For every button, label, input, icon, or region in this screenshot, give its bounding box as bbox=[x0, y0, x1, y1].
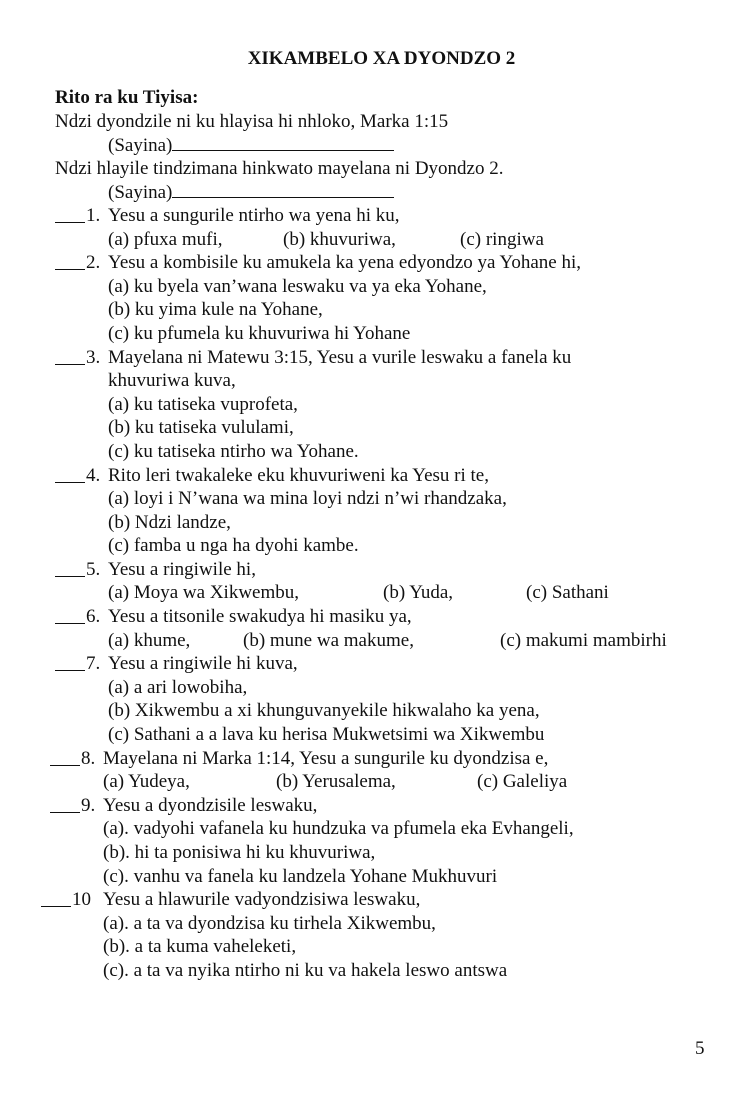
option-c: (c). a ta va nyika ntirho ni ku va hakela leswo antswa bbox=[103, 959, 508, 981]
document-body bbox=[0, 86, 749, 983]
option-c: (c) Galeliya bbox=[477, 771, 568, 793]
options-row bbox=[0, 581, 749, 605]
answer-blank[interactable] bbox=[55, 204, 85, 223]
option-b: (b) ku yima kule na Yohane, bbox=[108, 299, 323, 321]
option-a: (a) ku tatiseka vuprofeta, bbox=[108, 393, 298, 415]
question-6 bbox=[0, 605, 749, 629]
option-c: (c) makumi mambirhi bbox=[500, 629, 667, 651]
options-row bbox=[0, 228, 749, 252]
answer-blank[interactable] bbox=[55, 605, 85, 624]
pledge-heading: Rito ra ku Tiyisa: bbox=[55, 87, 199, 108]
signature-row-1 bbox=[0, 133, 749, 157]
question-7 bbox=[0, 652, 749, 676]
option-b: (b) Xikwembu a xi khunguvanyekile hikwalaho ka yena, bbox=[108, 700, 540, 722]
signature-label: (Sayina) bbox=[108, 182, 173, 204]
question-4 bbox=[0, 464, 749, 488]
question-text: Yesu a kombisile ku amukela ka yena edyondzo ya Yohane hi, bbox=[108, 252, 581, 274]
question-number: 10 bbox=[72, 889, 91, 911]
signature-field[interactable] bbox=[172, 133, 394, 151]
question-3 bbox=[0, 346, 749, 370]
question-5 bbox=[0, 558, 749, 582]
question-number: 1. bbox=[86, 204, 101, 226]
answer-blank[interactable] bbox=[55, 652, 85, 671]
question-number: 9. bbox=[81, 794, 96, 816]
question-number: 6. bbox=[86, 606, 101, 628]
question-text: Yesu a ringiwile hi, bbox=[108, 558, 256, 580]
question-text: Yesu a titsonile swakudya hi masiku ya, bbox=[108, 606, 412, 628]
question-text: Yesu a ringiwile hi kuva, bbox=[108, 653, 298, 675]
option-b: (b) Yerusalema, bbox=[276, 771, 396, 793]
option-b: (b). hi ta ponisiwa hi ku khuvuriwa, bbox=[103, 842, 376, 863]
answer-blank[interactable] bbox=[55, 464, 85, 483]
question-1 bbox=[0, 204, 749, 228]
option-a: (a) a ari lowobiha, bbox=[108, 676, 248, 698]
option-a: (a). a ta va dyondzisa ku tirhela Xikwembu, bbox=[103, 912, 436, 934]
question-text: Yesu a hlawurile vadyondzisiwa leswaku, bbox=[103, 889, 421, 911]
option-c: (c) ku pfumela ku khuvuriwa hi Yohane bbox=[108, 322, 411, 344]
question-9 bbox=[0, 794, 749, 818]
page-number: 5 bbox=[695, 1038, 705, 1059]
answer-blank[interactable] bbox=[50, 747, 80, 766]
question-text-continued: khuvuriwa kuva, bbox=[108, 370, 236, 392]
option-a: (a) loyi i N’wana wa mina loyi ndzi n’wi rhandzaka, bbox=[108, 488, 507, 510]
option-a: (a) Yudeya, bbox=[103, 771, 190, 793]
option-b: (b) mune wa makume, bbox=[243, 629, 414, 651]
option-a: (a) ku byela van’wana leswaku va ya eka Yohane, bbox=[108, 275, 487, 297]
question-number: 3. bbox=[86, 346, 101, 368]
question-text: Mayelana ni Marka 1:14, Yesu a sungurile ku dyondzisa e, bbox=[103, 747, 549, 769]
question-number: 5. bbox=[86, 558, 101, 580]
question-2 bbox=[0, 251, 749, 275]
question-number: 2. bbox=[86, 252, 101, 274]
option-a: (a) pfuxa mufi, bbox=[108, 228, 223, 250]
signature-label: (Sayina) bbox=[108, 135, 173, 157]
option-c: (c) Sathani bbox=[526, 582, 609, 604]
option-a: (a) khume, bbox=[108, 629, 191, 651]
option-c: (c). vanhu va fanela ku landzela Yohane Mukhuvuri bbox=[103, 865, 498, 887]
signature-field[interactable] bbox=[172, 180, 394, 198]
question-text: Yesu a sungurile ntirho wa yena hi ku, bbox=[108, 204, 400, 226]
page-title: XIKAMBELO XA DYONDZO 2 bbox=[247, 48, 516, 69]
answer-blank[interactable] bbox=[50, 794, 80, 813]
question-number: 8. bbox=[81, 747, 96, 769]
question-text: Yesu a dyondzisile leswaku, bbox=[103, 794, 318, 816]
option-c: (c) famba u nga ha dyohi kambe. bbox=[108, 535, 359, 557]
question-number: 7. bbox=[86, 653, 101, 675]
option-a: (a) Moya wa Xikwembu, bbox=[108, 582, 300, 604]
question-text: Mayelana ni Matewu 3:15, Yesu a vurile leswaku a fanela ku bbox=[108, 346, 572, 368]
question-10 bbox=[0, 888, 749, 912]
option-b: (b). a ta kuma vaheleketi, bbox=[103, 936, 297, 958]
option-c: (c) ringiwa bbox=[460, 228, 544, 250]
answer-blank[interactable] bbox=[55, 346, 85, 365]
question-number: 4. bbox=[86, 464, 101, 486]
signature-row-2 bbox=[0, 180, 749, 204]
option-b: (b) khuvuriwa, bbox=[283, 228, 396, 250]
option-c: (c) Sathani a a lava ku herisa Mukwetsimi wa Xikwembu bbox=[108, 724, 545, 746]
option-c: (c) ku tatiseka ntirho wa Yohane. bbox=[108, 440, 359, 462]
pledge-line-1: Ndzi dyondzile ni ku hlayisa hi nhloko, Marka 1:15 bbox=[55, 110, 449, 132]
question-8 bbox=[0, 747, 749, 771]
options-row bbox=[0, 629, 749, 653]
options-row bbox=[0, 770, 749, 794]
option-b: (b) Yuda, bbox=[383, 582, 453, 604]
option-b: (b) ku tatiseka vululami, bbox=[108, 417, 294, 439]
option-a: (a). vadyohi vafanela ku hundzuka va pfumela eka Evhangeli, bbox=[103, 818, 574, 840]
answer-blank[interactable] bbox=[41, 888, 71, 907]
answer-blank[interactable] bbox=[55, 251, 85, 270]
answer-blank[interactable] bbox=[55, 558, 85, 577]
pledge-line-2: Ndzi hlayile tindzimana hinkwato mayelana ni Dyondzo 2. bbox=[55, 157, 504, 179]
question-text: Rito leri twakaleke eku khuvuriweni ka Yesu ri te, bbox=[108, 464, 489, 486]
option-b: (b) Ndzi landze, bbox=[108, 511, 231, 533]
